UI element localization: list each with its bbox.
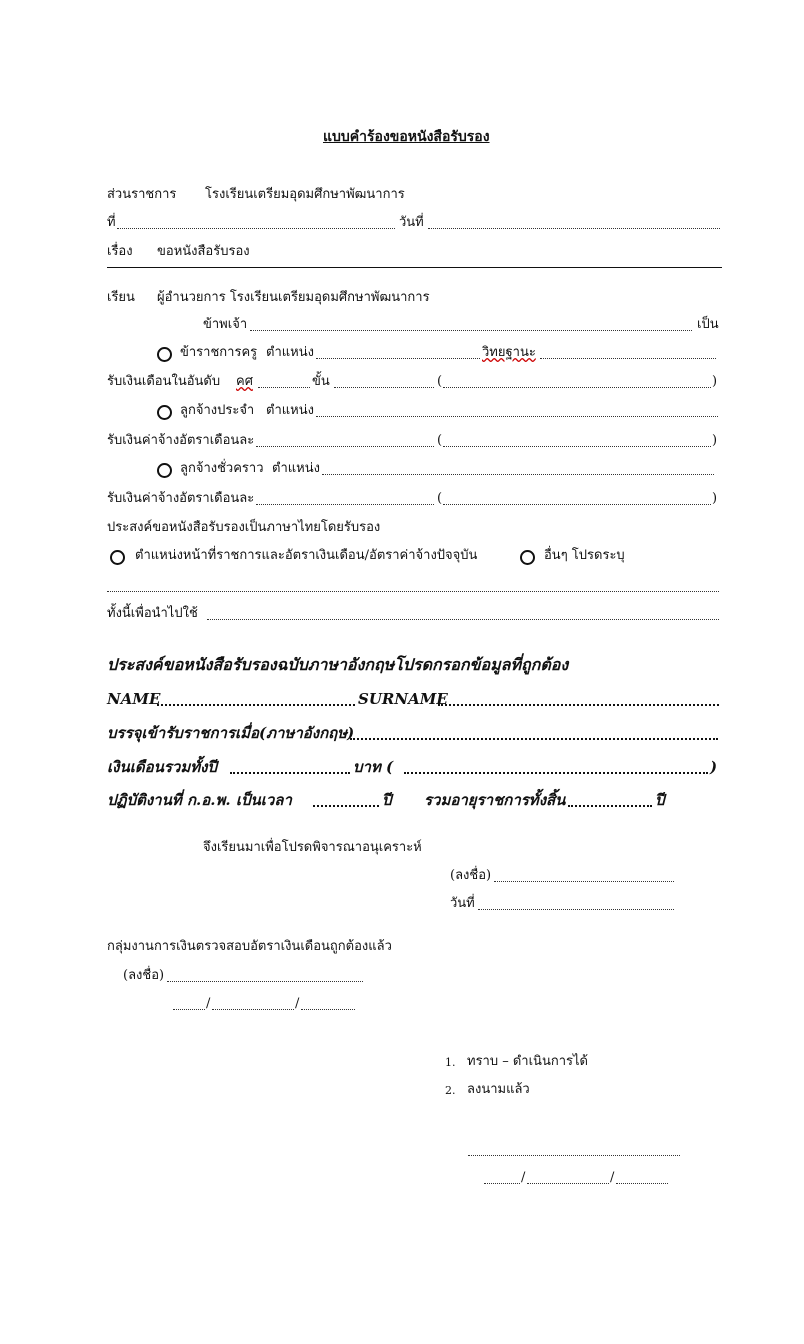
- finance-date-sep-2: /: [295, 996, 300, 1011]
- english-heading: ประสงค์ขอหนังสือรับรองฉบับภาษาอังกฤษโปรดกรอกข้อมูลที่ถูกต้อง: [107, 655, 569, 674]
- finance-signed-label: (ลงชื่อ): [123, 968, 165, 983]
- agency-label: ส่วนราชการ: [107, 187, 177, 202]
- subject-value: ขอหนังสือรับรอง: [157, 244, 250, 259]
- finance-month-field[interactable]: [212, 997, 294, 1010]
- i-label: ข้าพเจ้า: [203, 317, 248, 332]
- permanent-radio[interactable]: [157, 405, 172, 420]
- name-en-field[interactable]: [157, 692, 355, 706]
- appointed-label: บรรจุเข้ารับราชการเมื่อ(ภาษาอังกฤษ): [107, 724, 355, 742]
- wage-field-1[interactable]: [256, 434, 434, 447]
- standing-label: วิทยฐานะ: [482, 345, 536, 360]
- applicant-date-field[interactable]: [478, 897, 674, 910]
- baht-paren-close: ): [710, 758, 718, 776]
- dear-label: เรียน: [107, 290, 135, 305]
- approver-date-sep-1: /: [521, 1170, 526, 1185]
- standing-field[interactable]: [540, 346, 716, 359]
- paren-open-2: (: [437, 433, 443, 448]
- approver-day-field[interactable]: [484, 1171, 520, 1184]
- other-radio[interactable]: [520, 550, 535, 565]
- approval-item1-num: 1.: [445, 1056, 456, 1069]
- total-year-label: ปี: [655, 791, 665, 809]
- permanent-position-label: ตำแหน่ง: [266, 403, 314, 418]
- wage-words-field-2[interactable]: [443, 492, 711, 505]
- date-field[interactable]: [428, 216, 720, 229]
- permanent-label: ลูกจ้างประจำ: [180, 403, 255, 418]
- wage-label-2: รับเงินค่าจ้างอัตราเดือนละ: [107, 491, 255, 506]
- annual-salary-words-field[interactable]: [404, 760, 708, 774]
- total-years-field[interactable]: [568, 793, 652, 807]
- subject-label: เรื่อง: [107, 244, 133, 259]
- surname-en-label: SURNAME: [358, 690, 448, 708]
- finance-day-field[interactable]: [173, 997, 205, 1010]
- teacher-position-field[interactable]: [316, 346, 480, 359]
- approver-date-sep-2: /: [610, 1170, 615, 1185]
- surname-en-field[interactable]: [438, 692, 719, 706]
- step-field[interactable]: [334, 375, 434, 388]
- annual-salary-label: เงินเดือนรวมทั้งปี: [107, 758, 217, 776]
- number-field[interactable]: [117, 216, 395, 229]
- approver-month-field[interactable]: [527, 1171, 609, 1184]
- wage-words-field-1[interactable]: [443, 434, 711, 447]
- name-field[interactable]: [250, 318, 692, 331]
- use-label: ทั้งนี้เพื่อนำไปใช้: [107, 606, 198, 621]
- position-salary-label: ตำแหน่งหน้าที่ราชการและอัตราเงินเดือน/อัตราค่าจ้างปัจจุบัน: [135, 548, 478, 563]
- paren-close-1: ): [712, 374, 718, 389]
- temporary-radio[interactable]: [157, 463, 172, 478]
- closing-text: จึงเรียนมาเพื่อโปรดพิจารณาอนุเคราะห์: [203, 840, 422, 855]
- salary-rank-label: รับเงินเดือนในอันดับ: [107, 374, 221, 389]
- wage-field-2[interactable]: [256, 492, 434, 505]
- approval-item1: ทราบ – ดำเนินการได้: [467, 1054, 588, 1069]
- other-label: อื่นๆ โปรดระบุ: [544, 548, 625, 563]
- agency-value: โรงเรียนเตรียมอุดมศึกษาพัฒนาการ: [205, 187, 405, 202]
- applicant-signed-label: (ลงชื่อ): [450, 868, 492, 883]
- step-label: ขั้น: [312, 374, 330, 389]
- paren-open-3: (: [437, 491, 443, 506]
- position-salary-radio[interactable]: [110, 550, 125, 565]
- page-title: แบบคำร้องขอหนังสือรับรอง: [323, 129, 490, 145]
- approval-item2-num: 2.: [445, 1084, 456, 1097]
- paren-open-1: (: [437, 374, 443, 389]
- paren-close-3: ): [712, 491, 718, 506]
- purpose-thai-label: ประสงค์ขอหนังสือรับรองเป็นภาษาไทยโดยรับรอง: [107, 520, 381, 535]
- service-label: ปฏิบัติงานที่ ก.อ.พ. เป็นเวลา: [107, 791, 292, 809]
- salary-words-field-1[interactable]: [443, 375, 711, 388]
- finance-text: กลุ่มงานการเงินตรวจสอบอัตราเงินเดือนถูกต้องแล้ว: [107, 939, 392, 954]
- teacher-position-label: ตำแหน่ง: [266, 345, 314, 360]
- approval-item2: ลงนามแล้ว: [467, 1082, 530, 1097]
- dear-value: ผู้อำนวยการ โรงเรียนเตรียมอุดมศึกษาพัฒนาการ: [157, 290, 430, 305]
- finance-date-sep-1: /: [206, 996, 211, 1011]
- date-label: วันที่: [399, 215, 424, 230]
- finance-year-field[interactable]: [301, 997, 355, 1010]
- teacher-radio[interactable]: [157, 347, 172, 362]
- teacher-label: ข้าราชการครู: [180, 345, 258, 360]
- use-field[interactable]: [207, 607, 719, 620]
- permanent-position-field[interactable]: [316, 404, 718, 417]
- paren-close-2: ): [712, 433, 718, 448]
- finance-signature-field[interactable]: [167, 969, 363, 982]
- applicant-date-label: วันที่: [450, 896, 475, 911]
- appointed-field[interactable]: [350, 726, 718, 740]
- ks-field[interactable]: [258, 375, 310, 388]
- baht-label: บาท (: [353, 758, 394, 776]
- temporary-position-field[interactable]: [322, 462, 714, 475]
- be-label: เป็น: [697, 317, 719, 332]
- applicant-signature-field[interactable]: [494, 869, 674, 882]
- header-divider: [107, 267, 722, 268]
- other-specify-field[interactable]: [107, 579, 719, 592]
- total-service-label: รวมอายุราชการทั้งสิ้น: [424, 791, 566, 809]
- temporary-position-label: ตำแหน่ง: [272, 461, 320, 476]
- service-year-label: ปี: [382, 791, 392, 809]
- ks-label: คศ: [236, 374, 253, 389]
- approver-signature-field[interactable]: [468, 1143, 680, 1156]
- temporary-label: ลูกจ้างชั่วคราว: [180, 461, 264, 476]
- name-en-label: NAME: [107, 690, 161, 708]
- wage-label-1: รับเงินค่าจ้างอัตราเดือนละ: [107, 433, 255, 448]
- service-years-field[interactable]: [313, 793, 379, 807]
- number-label: ที่: [107, 215, 116, 230]
- annual-salary-field[interactable]: [230, 760, 350, 774]
- approver-year-field[interactable]: [616, 1171, 668, 1184]
